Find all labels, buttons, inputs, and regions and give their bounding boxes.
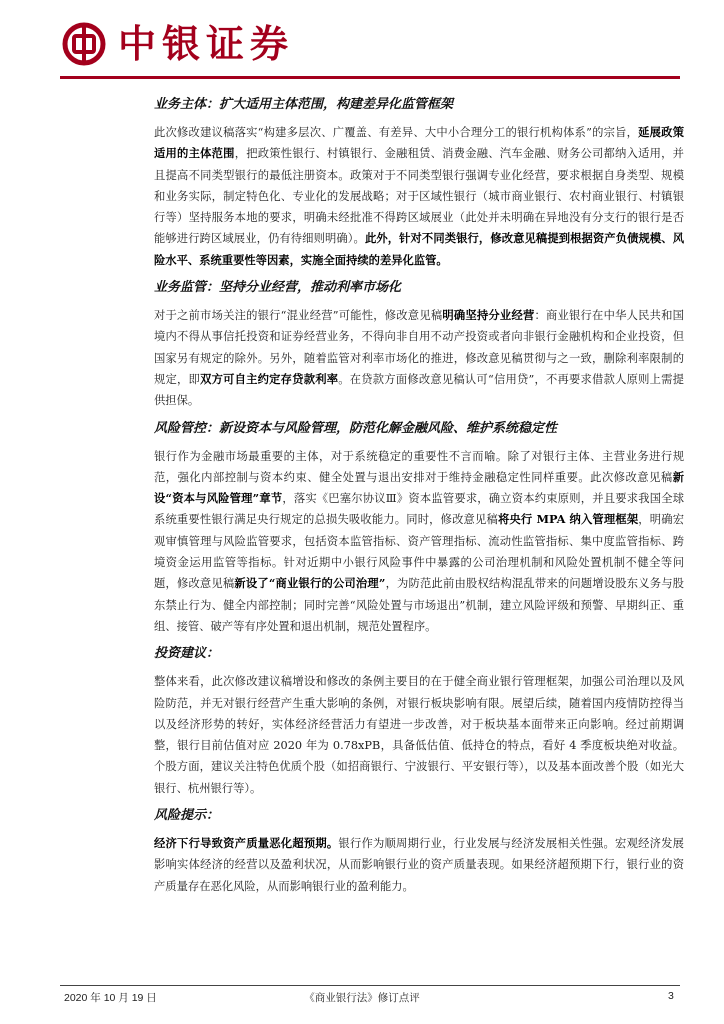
- body-text: ，把政策性银行、村镇银行、金融租赁、消费金融、汽车金融、财务公司都纳入适用，并且提高不同类型银行的最低注册资本。政策对于不同类型银行强调专业化经营，要求根据自身类型、规模和业务实际，制定特色化、专业化的发展战略；对于区域性银行（城市商业银行、农村商业银行、村镇银行等）坚持服务本地的要求，明确未经批准不得跨区域展业（此处并未明确在异地没有分支行的银行是否能够进行跨区域展业，仍有待细则明确）。: [154, 147, 684, 246]
- bank-of-china-logo-icon: [62, 22, 106, 66]
- body-text: ，落实《巴塞尔协议Ⅲ》资本监管要求，确立资本约束原则，并且要求我国全球系统重要性银行满足央行规定的总损失吸收能力。同时，修改意见稿: [154, 492, 684, 527]
- header-divider: [60, 76, 680, 79]
- section-paragraph: [154, 833, 684, 897]
- section-paragraph: [154, 305, 684, 411]
- body-text: 银行作为顺周期行业，行业发展与经济发展相关性强。宏观经济发展影响实体经济的经营以及盈利状况，从而影响银行业的资产质量表现。如果经济超预期下行，银行业的资产质量存在恶化风险，从而影响银行业的盈利能力。: [154, 837, 684, 893]
- page-header: [0, 0, 724, 86]
- section-heading: 业务监管：坚持分业经营，推动利率市场化: [154, 280, 402, 296]
- emphasized-text: 双方可自主约定存贷款利率: [200, 371, 339, 386]
- emphasized-text: 延展政策适用的主体范围: [154, 125, 684, 161]
- body-text: 对于之前市场关注的银行“混业经营”可能性，修改意见稿: [154, 309, 443, 323]
- section-heading: 投资建议：: [154, 646, 220, 662]
- emphasized-text: 将央行 MPA 纳入管理框架: [497, 512, 639, 527]
- page-number: 3: [668, 990, 674, 1002]
- brand-name: 中银证券: [118, 21, 295, 66]
- body-text: 。在贷款方面修改意见稿认可“信用贷”，不再要求借款人原则上需提供担保。: [154, 372, 684, 408]
- section-heading: 风险提示：: [154, 808, 220, 824]
- body-text: ，明确宏观审慎管理与风险监管要求，包括资本监管指标、资产管理指标、流动性监管指标、集中度监管指标、跨境资金运用监管等指标。针对近期中小银行风险事件中暴露的公司治理机制和风险处置机制不健全等问题，修改意见稿: [154, 513, 684, 591]
- section-paragraph: [154, 122, 684, 271]
- body-text: ：商业银行在中华人民共和国境内不得从事信托投资和证券经营业务，不得向非自用不动产投资或者向非银行金融机构和企业投资，但国家另有规定的除外。另外，随着监管对利率市场化的推进，修改意见稿贯彻与之一致，删除利率限制的规定，即: [154, 309, 684, 386]
- section-heading: 业务主体：扩大适用主体范围，构建差异化监管框架: [154, 97, 454, 112]
- footer-title: 《商业银行法》修订点评: [304, 992, 420, 1004]
- section-paragraph: [154, 671, 684, 799]
- report-body: [154, 88, 684, 901]
- footer-divider: [60, 985, 680, 986]
- body-text: 此次修改建议稿落实“构建多层次、广覆盖、有差异、大中小合理分工的银行机构体系”的宗旨，: [154, 126, 639, 139]
- emphasized-text: 新设了“商业银行的公司治理”: [234, 576, 386, 591]
- emphasized-text: 经济下行导致资产质量恶化超预期。: [154, 836, 339, 851]
- emphasized-text: 此外，针对不同类银行，修改意见稿提到根据资产负债规模、风险水平、系统重要性等因素，实施全面持续的差异化监管。: [154, 231, 684, 267]
- body-text: 银行作为金融市场最重要的主体，对于系统稳定的重要性不言而喻。除了对银行主体、主营业务进行规范，强化内部控制与资本约束、健全处置与退出安排对于维持金融稳定性同样重要。此次修改意见稿: [154, 449, 684, 484]
- section-paragraph: [154, 446, 684, 638]
- body-text: ，为防范此前由股权结构混乱带来的问题增设股东义务与股东禁止行为、健全内部控制；同时完善“风险处置与市场退出”机制，建立风险评级和预警、早期纠正、重组、接管、破产等有序处置和退出机制，规范处置程序。: [154, 577, 684, 633]
- body-text: 整体来看，此次修改建议稿增设和修改的条例主要目的在于健全商业银行管理框架，加强公司治理以及风险防范，并无对银行经营产生重大影响的条例，对银行板块影响有限。展望后续，随着国内疫情防控得当以及经济形势的转好，实体经济经营活力有望进一步改善，对于板块基本面带来正向影响。经过前期调整，银行目前估值对应 2020 年为 0.78xPB，具备低估值、低持仓的特点，看好 4 季度板块绝对收益。个股方面，建议关注特色优质个股（如招商银行、宁波银行、平安银行等），以及基本面改善个股（如光大银行、杭州银行等）。: [154, 675, 684, 795]
- emphasized-text: 明确坚持分业经营: [442, 308, 535, 323]
- footer-date: 2020 年 10 月 19 日: [64, 992, 157, 1004]
- emphasized-text: 新设“资本与风险管理”章节: [154, 469, 684, 506]
- section-heading: 风险管控：新设资本与风险管理，防范化解金融风险、维护系统稳定性: [154, 420, 558, 436]
